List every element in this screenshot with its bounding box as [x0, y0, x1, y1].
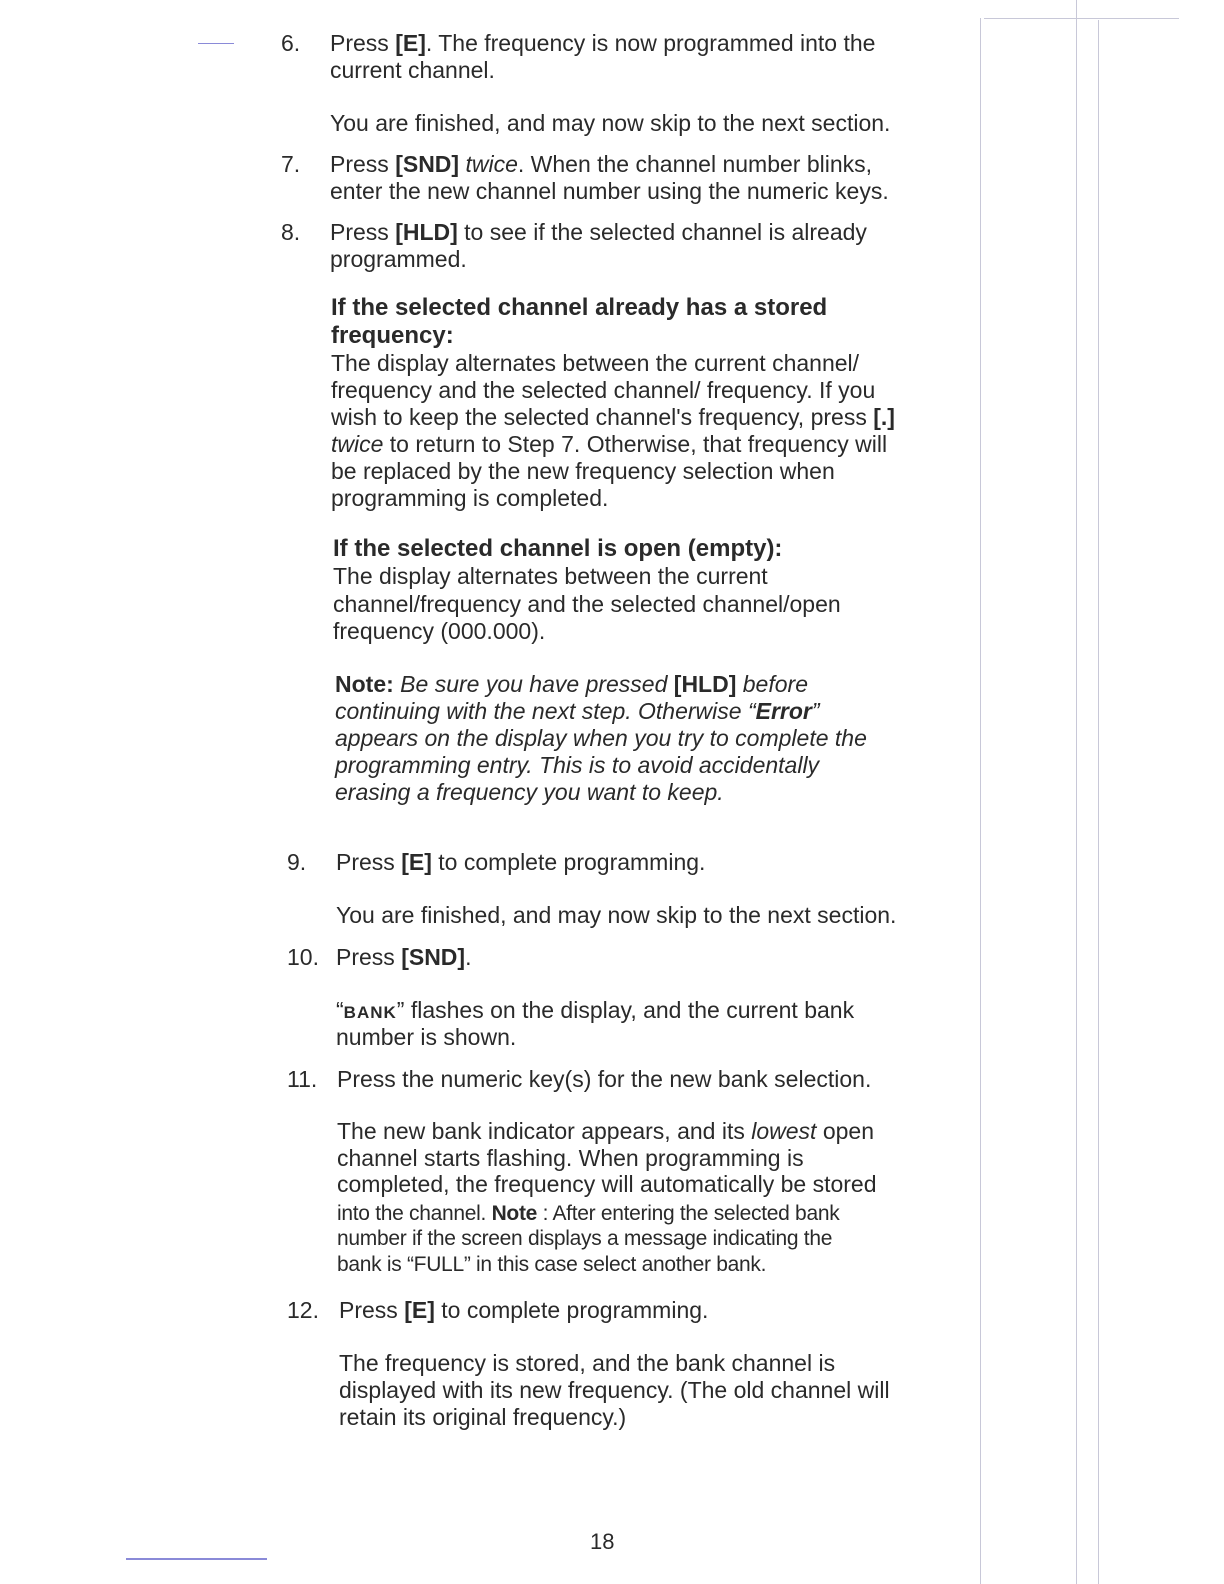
step-detail: The frequency is stored, and the bank channel is — [339, 1350, 836, 1376]
step-detail: completed, the frequency will automatically be stored — [337, 1171, 877, 1197]
body-text — [331, 404, 895, 431]
body-text: frequency (000.000). — [333, 618, 546, 644]
key-label: [E] — [401, 849, 432, 875]
subsection-heading: If the selected channel already has a stored — [331, 294, 828, 321]
text-run: to complete programming. — [431, 849, 706, 875]
text-run: wish to keep the selected channel's frequency, press — [331, 404, 874, 430]
body-text: programming is completed. — [331, 485, 609, 511]
step-detail: displayed with its new frequency. (The old channel will — [339, 1377, 890, 1403]
body-text: frequency and the selected channel/ frequency. If you — [331, 377, 876, 403]
scan-mark-top-left — [198, 43, 234, 44]
step-detail — [337, 1118, 874, 1145]
text-run: Press — [339, 1297, 405, 1323]
note-text: appears on the display when you try to complete the — [335, 725, 867, 751]
step-number: 10. — [287, 944, 319, 970]
text-run: Press — [336, 944, 402, 970]
note-label: Note: — [335, 671, 394, 697]
body-text — [331, 431, 887, 458]
key-label: [HLD] — [395, 219, 458, 245]
step-text — [336, 849, 705, 876]
step-text — [339, 1297, 708, 1324]
text-run: Press — [330, 151, 396, 177]
page-number: 18 — [590, 1529, 615, 1554]
step-number: 11. — [287, 1066, 318, 1092]
scan-edge-line-2 — [1076, 0, 1077, 1584]
step-number: 8. — [281, 219, 301, 245]
scan-edge-line-1 — [980, 18, 981, 1584]
finish-note: You are finished, and may now skip to the next section. — [336, 902, 897, 928]
text-run: Press — [330, 219, 396, 245]
step-number: 9. — [287, 849, 307, 875]
subsection-heading: If the selected channel is open (empty): — [333, 535, 783, 562]
step-detail — [336, 997, 854, 1026]
text-run: continuing with the next step. Otherwise “ — [335, 698, 756, 724]
note-label: Note — [491, 1202, 538, 1225]
key-label: [HLD] — [673, 671, 737, 697]
text-run: open — [816, 1118, 875, 1144]
text-run: Press — [336, 849, 402, 875]
text-run: . The frequency is now programmed into the — [425, 30, 876, 56]
scan-mark-bottom-left — [126, 1558, 267, 1560]
step-detail: retain its original frequency.) — [339, 1404, 627, 1430]
body-text: be replaced by the new frequency selection when — [331, 458, 835, 484]
text-run: “ — [336, 997, 344, 1023]
emphasis: twice — [331, 431, 384, 457]
text-run: ” flashes on the display, and the current bank — [396, 997, 855, 1023]
step-text — [330, 151, 872, 178]
text-run: into the channel. — [337, 1202, 492, 1225]
step-text — [336, 944, 471, 971]
error-label: Error — [755, 698, 812, 724]
body-text: The display alternates between the current channel/ — [331, 350, 860, 376]
text-run: to complete programming. — [434, 1297, 709, 1323]
body-text: channel/frequency and the selected channel/open — [333, 591, 841, 617]
step-number: 7. — [281, 151, 301, 177]
key-label: [SND] — [401, 944, 466, 970]
step-text — [330, 30, 875, 57]
emphasis: lowest — [751, 1118, 817, 1144]
emphasis: twice — [465, 151, 518, 177]
note-text — [335, 671, 808, 698]
step-detail — [337, 1200, 839, 1227]
key-label: [E] — [395, 30, 426, 56]
text-run: ” — [811, 698, 820, 724]
text-run: : After entering the selected bank — [537, 1202, 840, 1225]
step-number: 12. — [287, 1297, 319, 1323]
step-text — [330, 219, 867, 246]
text-run: to see if the selected channel is already — [457, 219, 867, 245]
step-number: 6. — [281, 30, 301, 56]
emphasis: before — [736, 671, 808, 697]
key-label: [SND] — [395, 151, 460, 177]
note-text: erasing a frequency you want to keep. — [335, 779, 724, 805]
step-text: enter the new channel number using the numeric keys. — [330, 178, 889, 204]
emphasis: Be sure you have pressed — [393, 671, 674, 697]
text-run: to return to Step 7. Otherwise, that frequency will — [383, 431, 888, 457]
scan-edge-line-top — [984, 18, 1179, 19]
text-run: . When the channel number blinks, — [517, 151, 873, 177]
step-detail: number is shown. — [336, 1024, 517, 1050]
note-text — [335, 698, 820, 725]
subsection-heading: frequency: — [331, 322, 454, 349]
step-detail: bank is “FULL” in this case select another bank. — [337, 1253, 767, 1276]
step-text: Press the numeric key(s) for the new bank selection. — [337, 1066, 872, 1092]
key-label: [E] — [404, 1297, 435, 1323]
text-run: The new bank indicator appears, and its — [337, 1118, 752, 1144]
step-text: programmed. — [330, 246, 467, 272]
text-run: Press — [330, 30, 396, 56]
finish-note: You are finished, and may now skip to the next section. — [330, 110, 891, 136]
note-text: programming entry. This is to avoid accidentally — [335, 752, 820, 778]
key-label: [.] — [873, 404, 895, 430]
step-detail: number if the screen displays a message indicating the — [337, 1227, 833, 1250]
scan-edge-line-3 — [1098, 20, 1099, 1584]
text-run: . — [465, 944, 472, 970]
step-detail: channel starts flashing. When programming is — [337, 1145, 804, 1171]
display-indicator: BANK — [343, 1003, 397, 1022]
step-text: current channel. — [330, 57, 495, 83]
body-text: The display alternates between the current — [333, 563, 768, 589]
